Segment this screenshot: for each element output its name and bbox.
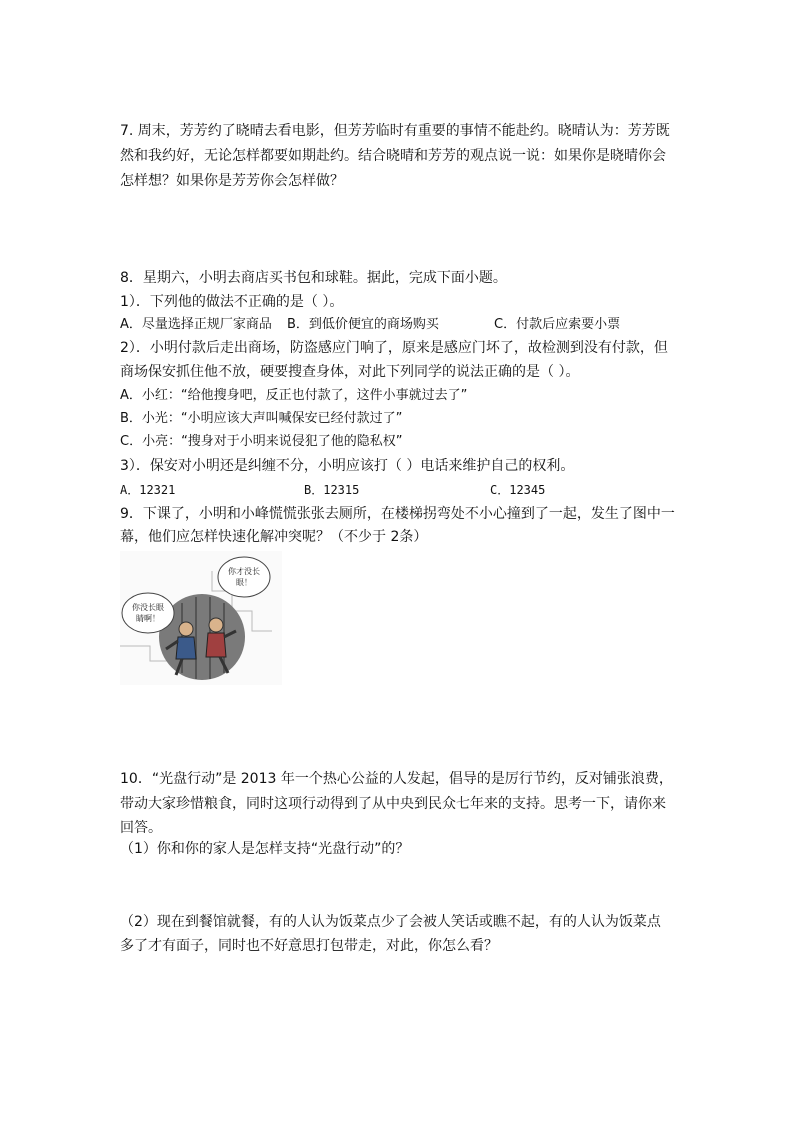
q9-line-2: 幕，他们应怎样快速化解冲突呢？（不少于 2条） <box>120 529 428 545</box>
bubble-right-line-2: 眼！ <box>236 578 252 587</box>
q10-line-2: 带动大家珍惜粮食，同时这项行动得到了从中央到民众七年来的支持。思考一下，请你来 <box>120 796 666 812</box>
q8-sub2-option-c: C．小亮：“搜身对于小明来说侵犯了他的隐私权” <box>120 434 403 449</box>
q8-sub1-option-b: B．到低价便宜的商场购买 <box>287 317 439 332</box>
q8-sub2-option-a: A．小红：“给他搜身吧，反正也付款了，这件小事就过去了” <box>120 388 468 403</box>
q7-line-1: 7. 周末，芳芳约了晓晴去看电影，但芳芳临时有重要的事情不能赴约。晓晴认为：芳芳既 <box>120 123 670 139</box>
q10-line-3: 回答。 <box>120 820 162 836</box>
q8-sub2-line-1: 2）．小明付款后走出商场，防盗感应门响了，原来是感应门坏了，故检测到没有付款，但 <box>120 340 668 356</box>
q8-sub3-option-b: B．12315 <box>304 483 360 497</box>
q10-sub1: （1）你和你的家人是怎样支持“光盘行动”的？ <box>120 841 410 857</box>
q10-line-1: 10．“光盘行动”是 2013 年一个热心公益的人发起，倡导的是厉行节约，反对铺张浪费， <box>120 771 673 787</box>
q7-line-3: 怎样想？如果你是芳芳你会怎样做？ <box>120 173 344 189</box>
q8-sub3-option-c: C．12345 <box>490 483 546 497</box>
speech-bubble-left <box>122 593 174 633</box>
q8-sub2-option-b: B．小光：“小明应该大声叫喊保安已经付款过了” <box>120 411 403 426</box>
bubble-left-line-2: 睛啊！ <box>136 614 160 623</box>
bubble-left-line-1: 你没长眼 <box>132 603 164 612</box>
q7-line-2: 然和我约好，无论怎样都要如期赴约。结合晓晴和芳芳的观点说一说：如果你是晓晴你会 <box>120 148 666 164</box>
q9-line-1: 9．下课了，小明和小峰慌慌张张去厕所，在楼梯拐弯处不小心撞到了一起，发生了图中一 <box>120 506 675 522</box>
q8-stem: 8．星期六，小明去商店买书包和球鞋。据此，完成下面小题。 <box>120 270 507 286</box>
q8-sub2-line-2: 商场保安抓住他不放，硬要搜查身体，对此下列同学的说法正确的是（ ）。 <box>120 364 580 380</box>
bubble-right-line-1: 你才没长 <box>228 567 260 576</box>
q10-sub2-line-2: 多了才有面子，同时也不好意思打包带走，对此，你怎么看？ <box>120 938 498 954</box>
q8-sub1-option-c: C．付款后应索要小票 <box>494 317 621 332</box>
q8-sub1: 1）．下列他的做法不正确的是（ ）。 <box>120 294 344 310</box>
speech-bubble-right <box>218 557 270 597</box>
q10-sub2-line-1: （2）现在到餐馆就餐，有的人认为饭菜点少了会被人笑话或瞧不起，有的人认为饭菜点 <box>120 914 661 930</box>
q8-sub3: 3）．保安对小明还是纠缠不分，小明应该打（ ）电话来维护自己的权利。 <box>120 458 575 474</box>
q8-sub1-option-a: A．尽量选择正规厂家商品 <box>120 317 272 332</box>
illustration-students-collision <box>120 551 282 685</box>
q8-sub3-option-a: A．12321 <box>120 483 176 497</box>
